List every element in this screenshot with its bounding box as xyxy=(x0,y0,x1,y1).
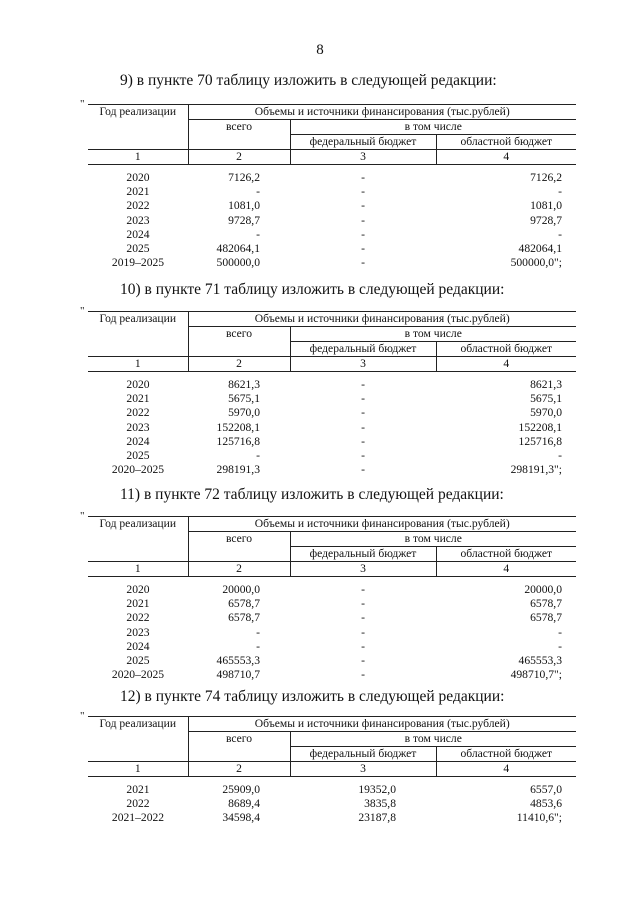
regional-cell: 8621,3 xyxy=(530,378,562,391)
table-row xyxy=(88,228,576,242)
header-total: всего xyxy=(188,120,290,150)
regional-cell: 465553,3 xyxy=(518,654,562,668)
table-row xyxy=(88,199,576,213)
section-heading: 10) в пункте 71 таблицу изложить в следующей редакции: xyxy=(120,281,505,298)
federal-cell: 19352,0 xyxy=(358,783,396,796)
total-cell: 465553,3 xyxy=(216,654,260,668)
column-number: 4 xyxy=(436,562,576,577)
year-cell: 2021 xyxy=(126,185,150,199)
regional-cell: 6557,0 xyxy=(530,783,562,796)
total-cell: 152208,1 xyxy=(216,420,260,434)
table-row xyxy=(88,668,576,682)
total-cell: 8689,4 xyxy=(228,797,260,811)
regional-cell: 500000,0"; xyxy=(510,256,562,270)
column-number: 2 xyxy=(188,762,290,777)
section-heading: 11) в пункте 72 таблицу изложить в следующей редакции: xyxy=(120,486,504,503)
table-row xyxy=(88,783,576,797)
year-cell: 2023 xyxy=(126,420,150,434)
total-cell: - xyxy=(256,639,260,653)
table-row xyxy=(88,421,576,435)
year-cell: 2025 xyxy=(126,449,150,463)
column-number: 1 xyxy=(88,762,188,777)
column-number: 3 xyxy=(290,150,436,165)
federal-cell: - xyxy=(361,392,365,406)
table-row xyxy=(88,654,576,668)
table-row xyxy=(88,797,576,811)
header-total: всего xyxy=(188,327,290,357)
funding-table-section xyxy=(80,305,576,477)
year-cell: 2021 xyxy=(126,783,150,796)
federal-cell: - xyxy=(361,654,365,668)
total-cell: 125716,8 xyxy=(216,434,260,448)
funding-table-section xyxy=(80,98,576,270)
table-row xyxy=(88,597,576,611)
regional-cell: 20000,0 xyxy=(524,583,562,596)
funding-table xyxy=(88,311,576,477)
header-funding: Объемы и источники финансирования (тыс.рублей) xyxy=(188,105,576,120)
regional-cell: 11410,6"; xyxy=(516,811,562,825)
total-cell: 482064,1 xyxy=(216,242,260,256)
regional-cell: 6578,7 xyxy=(530,611,562,625)
federal-cell: - xyxy=(361,597,365,611)
year-cell: 2022 xyxy=(126,797,150,811)
year-cell: 2021 xyxy=(126,597,150,611)
federal-cell: - xyxy=(361,463,365,477)
table-row xyxy=(88,611,576,625)
header-federal: федеральный бюджет xyxy=(290,342,436,357)
column-number: 1 xyxy=(88,150,188,165)
year-cell: 2021 xyxy=(126,392,150,406)
header-funding: Объемы и источники финансирования (тыс.рублей) xyxy=(188,517,576,532)
regional-cell: 125716,8 xyxy=(518,434,562,448)
year-cell: 2023 xyxy=(126,213,150,227)
federal-cell: - xyxy=(361,639,365,653)
total-cell: 5970,0 xyxy=(228,406,260,420)
regional-cell: 152208,1 xyxy=(518,420,562,434)
regional-cell: 298191,3"; xyxy=(510,463,562,477)
total-cell: 20000,0 xyxy=(222,583,260,596)
federal-cell: - xyxy=(361,213,365,227)
year-cell: 2020 xyxy=(126,378,150,391)
header-year: Год реализации xyxy=(88,717,188,762)
table-row xyxy=(88,435,576,449)
section-heading: 9) в пункте 70 таблицу изложить в следующей редакции: xyxy=(120,72,497,89)
federal-cell: - xyxy=(361,227,365,241)
regional-cell: - xyxy=(558,625,562,639)
total-cell: - xyxy=(256,625,260,639)
column-number: 2 xyxy=(188,150,290,165)
column-number: 4 xyxy=(436,762,576,777)
header-federal: федеральный бюджет xyxy=(290,135,436,150)
column-number: 1 xyxy=(88,357,188,372)
column-number: 2 xyxy=(188,562,290,577)
total-cell: - xyxy=(256,227,260,241)
regional-cell: 9728,7 xyxy=(530,213,562,227)
regional-cell: 5675,1 xyxy=(530,392,562,406)
federal-cell: - xyxy=(361,242,365,256)
funding-table xyxy=(88,104,576,270)
funding-table-section xyxy=(80,510,576,682)
header-including: в том числе xyxy=(290,327,576,342)
total-cell: 34598,4 xyxy=(222,811,260,825)
section-heading: 12) в пункте 74 таблицу изложить в следующей редакции: xyxy=(120,688,505,705)
column-number: 4 xyxy=(436,357,576,372)
federal-cell: - xyxy=(361,406,365,420)
column-number: 2 xyxy=(188,357,290,372)
year-cell: 2020 xyxy=(126,583,150,596)
table-row xyxy=(88,811,576,825)
header-including: в том числе xyxy=(290,732,576,747)
year-cell: 2024 xyxy=(126,227,150,241)
total-cell: 6578,7 xyxy=(228,611,260,625)
header-total: всего xyxy=(188,532,290,562)
column-number: 3 xyxy=(290,562,436,577)
total-cell: 498710,7 xyxy=(216,668,260,682)
federal-cell: - xyxy=(361,420,365,434)
table-row xyxy=(88,626,576,640)
year-cell: 2022 xyxy=(126,406,150,420)
federal-cell: - xyxy=(361,199,365,213)
column-number: 1 xyxy=(88,562,188,577)
table-row xyxy=(88,242,576,256)
total-cell: 7126,2 xyxy=(228,171,260,184)
total-cell: 5675,1 xyxy=(228,392,260,406)
regional-cell: 498710,7"; xyxy=(510,668,562,682)
total-cell: 6578,7 xyxy=(228,597,260,611)
total-cell: 25909,0 xyxy=(222,783,260,796)
funding-table xyxy=(88,516,576,682)
federal-cell: - xyxy=(361,625,365,639)
header-year: Год реализации xyxy=(88,517,188,562)
table-row xyxy=(88,406,576,420)
header-federal: федеральный бюджет xyxy=(290,747,436,762)
header-funding: Объемы и источники финансирования (тыс.рублей) xyxy=(188,312,576,327)
total-cell: - xyxy=(256,185,260,199)
year-cell: 2020 xyxy=(126,171,150,184)
header-federal: федеральный бюджет xyxy=(290,547,436,562)
regional-cell: 6578,7 xyxy=(530,597,562,611)
year-cell: 2024 xyxy=(126,639,150,653)
table-row xyxy=(88,392,576,406)
regional-cell: 7126,2 xyxy=(530,171,562,184)
funding-table-section xyxy=(80,710,576,826)
total-cell: 500000,0 xyxy=(216,256,260,270)
header-year: Год реализации xyxy=(88,312,188,357)
page-number: 8 xyxy=(316,42,324,58)
regional-cell: - xyxy=(558,227,562,241)
federal-cell: - xyxy=(361,171,365,184)
header-year: Год реализации xyxy=(88,105,188,150)
year-cell: 2025 xyxy=(126,242,150,256)
regional-cell: 1081,0 xyxy=(530,199,562,213)
header-regional: областной бюджет xyxy=(436,135,576,150)
header-regional: областной бюджет xyxy=(436,342,576,357)
federal-cell: - xyxy=(361,583,365,596)
table-row xyxy=(88,378,576,392)
header-including: в том числе xyxy=(290,532,576,547)
open-quote: " xyxy=(80,305,85,317)
regional-cell: - xyxy=(558,185,562,199)
open-quote: " xyxy=(80,710,85,722)
table-row xyxy=(88,214,576,228)
column-number: 3 xyxy=(290,357,436,372)
year-cell: 2020–2025 xyxy=(111,463,165,477)
table-row xyxy=(88,185,576,199)
table-row xyxy=(88,171,576,185)
year-cell: 2023 xyxy=(126,625,150,639)
year-cell: 2021–2022 xyxy=(111,811,165,825)
header-total: всего xyxy=(188,732,290,762)
header-regional: областной бюджет xyxy=(436,547,576,562)
year-cell: 2022 xyxy=(126,199,150,213)
funding-table xyxy=(88,716,576,826)
open-quote: " xyxy=(80,510,85,522)
table-row xyxy=(88,449,576,463)
federal-cell: - xyxy=(361,185,365,199)
federal-cell: - xyxy=(361,449,365,463)
regional-cell: - xyxy=(558,449,562,463)
year-cell: 2019–2025 xyxy=(111,256,165,270)
table-row xyxy=(88,256,576,270)
federal-cell: - xyxy=(361,434,365,448)
total-cell: 298191,3 xyxy=(216,463,260,477)
total-cell: - xyxy=(256,449,260,463)
federal-cell: 23187,8 xyxy=(358,811,396,825)
column-number: 4 xyxy=(436,150,576,165)
open-quote: " xyxy=(80,98,85,110)
federal-cell: - xyxy=(361,256,365,270)
table-row xyxy=(88,640,576,654)
column-number: 3 xyxy=(290,762,436,777)
federal-cell: - xyxy=(361,378,365,391)
header-regional: областной бюджет xyxy=(436,747,576,762)
regional-cell: - xyxy=(558,639,562,653)
table-row xyxy=(88,463,576,477)
year-cell: 2022 xyxy=(126,611,150,625)
federal-cell: - xyxy=(361,668,365,682)
header-including: в том числе xyxy=(290,120,576,135)
header-funding: Объемы и источники финансирования (тыс.рублей) xyxy=(188,717,576,732)
total-cell: 8621,3 xyxy=(228,378,260,391)
year-cell: 2024 xyxy=(126,434,150,448)
regional-cell: 482064,1 xyxy=(518,242,562,256)
regional-cell: 4853,6 xyxy=(530,797,562,811)
year-cell: 2025 xyxy=(126,654,150,668)
federal-cell: - xyxy=(361,611,365,625)
total-cell: 9728,7 xyxy=(228,213,260,227)
regional-cell: 5970,0 xyxy=(530,406,562,420)
year-cell: 2020–2025 xyxy=(111,668,165,682)
table-row xyxy=(88,583,576,597)
total-cell: 1081,0 xyxy=(228,199,260,213)
federal-cell: 3835,8 xyxy=(364,797,396,811)
